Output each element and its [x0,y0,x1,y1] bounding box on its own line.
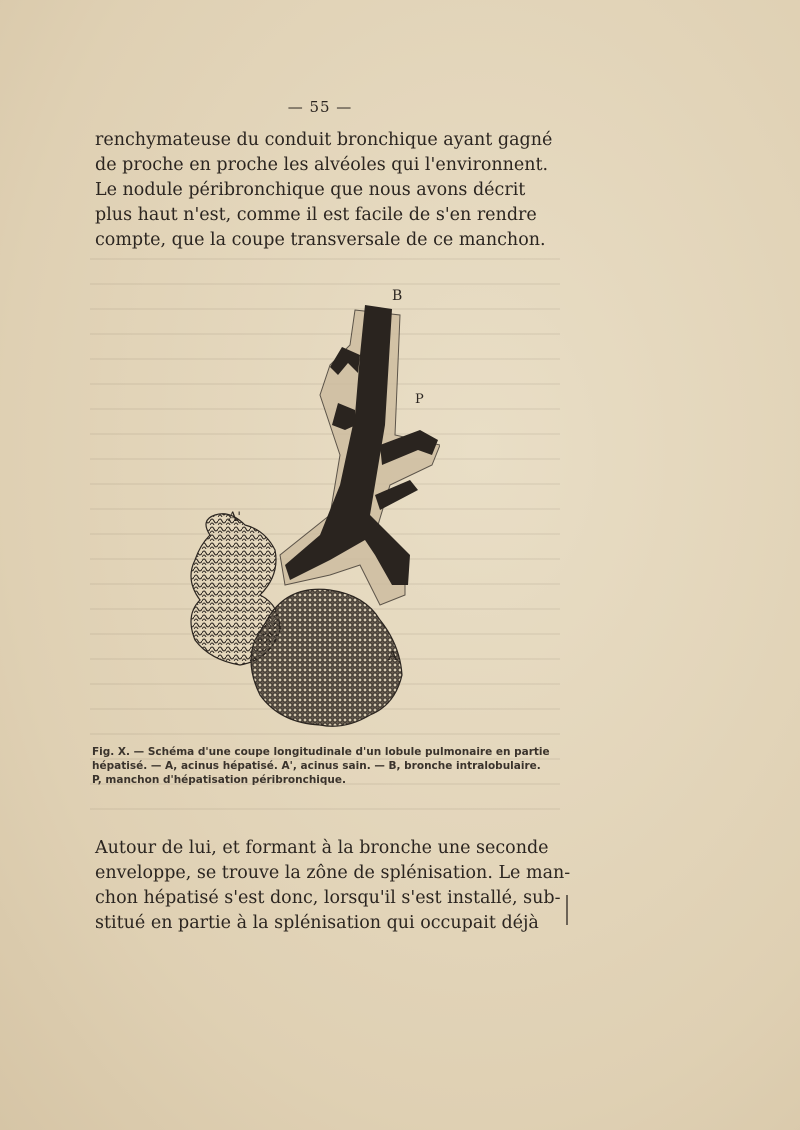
text-line: renchymateuse du conduit bronchique ayant gagné [95,130,553,150]
text-line: de proche en proche les alvéoles qui l'environnent. [95,155,549,175]
text-line: Autour de lui, et formant à la bronche une seconde [95,838,549,858]
lobule-drawing [170,285,440,735]
label-b: B [392,288,403,304]
page-number: — 55 — [287,98,353,116]
text-line: compte, que la coupe transversale de ce manchon. [95,230,546,250]
caption-line: hépatisé. — A, acinus hépatisé. A', acinus sain. — B, bronche intralobulaire. [92,760,541,772]
acinus-hepatise [251,589,402,726]
text-line: enveloppe, se trouve la zône de splénisation. Le man- [95,863,571,883]
text-line: stitué en partie à la splénisation qui occupait déjà [95,913,539,933]
figure-caption [92,745,562,787]
text-line: plus haut n'est, comme il est facile de s'en rendre [95,205,537,225]
caption-line: P, manchon d'hépatisation péribronchique. [92,774,346,786]
text-line: Le nodule péribronchique que nous avons décrit [95,180,526,200]
paragraph-bottom [95,836,571,936]
text-line: chon hépatisé s'est donc, lorsqu'il s'est installé, sub- [95,888,561,908]
label-a: A [388,649,398,664]
paragraph-top [95,128,555,253]
caption-line: Fig. X. — Schéma d'une coupe longitudinale d'un lobule pulmonaire en partie [92,746,550,758]
margin-mark [566,895,568,925]
label-a-prime: A' [228,510,241,525]
label-p: P [415,392,424,407]
lobule-illustration [170,285,440,735]
